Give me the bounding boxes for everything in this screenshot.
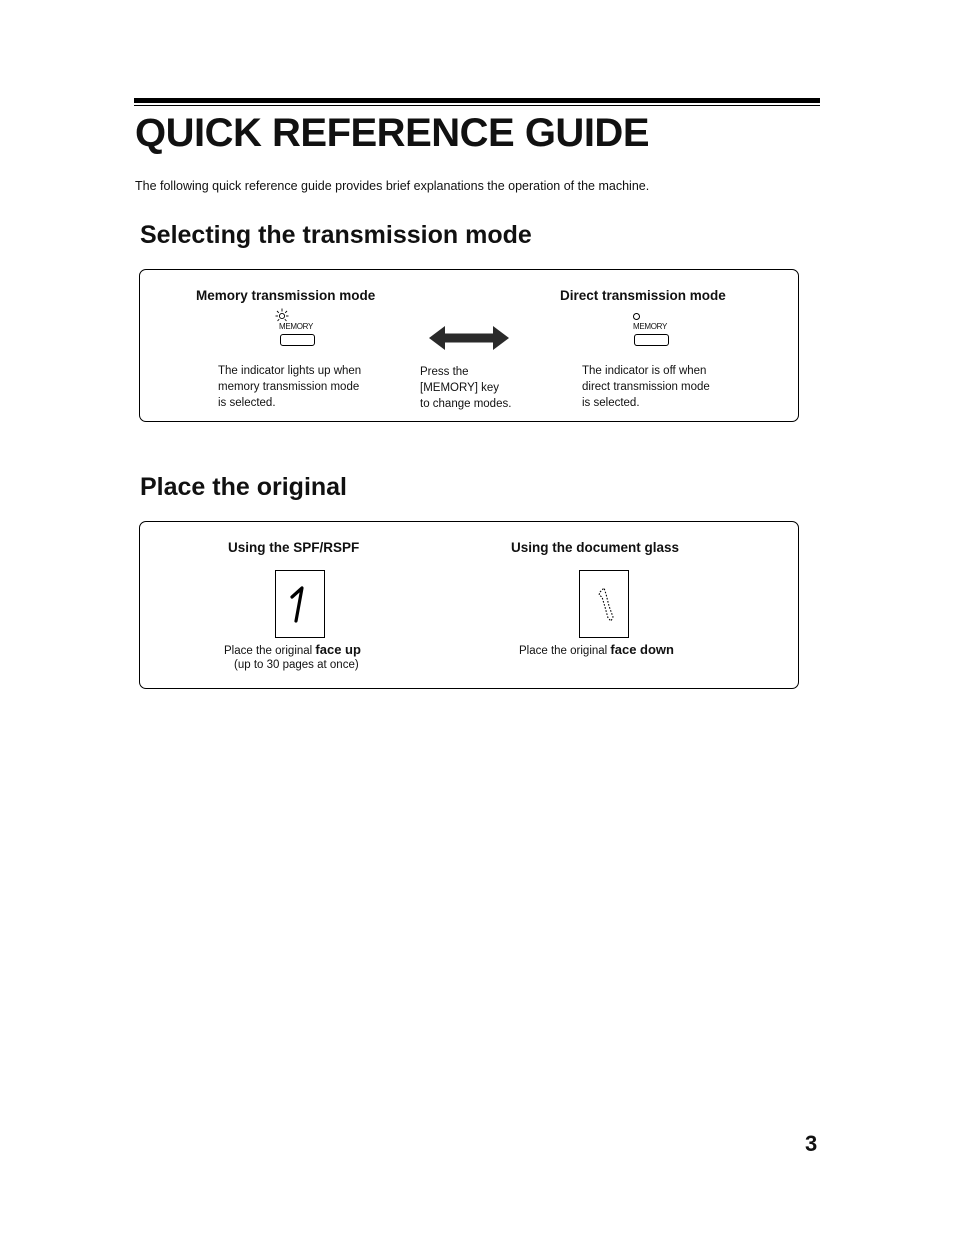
double-arrow-icon	[427, 324, 511, 352]
direct-key-label: MEMORY	[633, 322, 668, 331]
transmission-box	[139, 269, 799, 422]
title-rule-thin	[134, 105, 820, 106]
spf-caption: Place the original face up	[224, 642, 361, 657]
page-face-down-icon	[579, 570, 629, 638]
glass-title: Using the document glass	[511, 540, 680, 555]
title-rule-thick	[134, 98, 820, 103]
memory-key-label: MEMORY	[279, 322, 314, 331]
page-number: 3	[805, 1131, 818, 1156]
handwritten-one-glyph	[276, 571, 324, 637]
memory-key-button	[280, 334, 315, 346]
spf-capacity-note: (up to 30 pages at once)	[234, 659, 359, 671]
memory-mode-description: The indicator lights up when memory transmission mode is selected.	[218, 365, 362, 409]
memory-mode-title: Memory transmission mode	[196, 288, 376, 303]
page-title: QUICK REFERENCE GUIDE	[135, 111, 649, 155]
indicator-off-icon	[633, 313, 640, 320]
toggle-instruction: Press the [MEMORY] key to change modes.	[420, 366, 512, 410]
transmission-heading: Selecting the transmission mode	[140, 221, 532, 249]
direct-mode-description: The indicator is off when direct transmission mode is selected.	[582, 365, 710, 409]
intro-text: The following quick reference guide provides brief explanations the operation of the machine.	[135, 179, 650, 193]
page-face-up-icon	[275, 570, 325, 638]
glass-caption: Place the original face down	[519, 642, 674, 657]
spf-title: Using the SPF/RSPF	[228, 540, 360, 555]
original-box	[139, 521, 799, 689]
original-heading: Place the original	[140, 473, 348, 501]
indicator-lit-icon	[274, 308, 290, 322]
reversed-one-dotted-glyph	[580, 571, 628, 637]
direct-key-button	[634, 334, 669, 346]
direct-mode-title: Direct transmission mode	[560, 288, 726, 303]
